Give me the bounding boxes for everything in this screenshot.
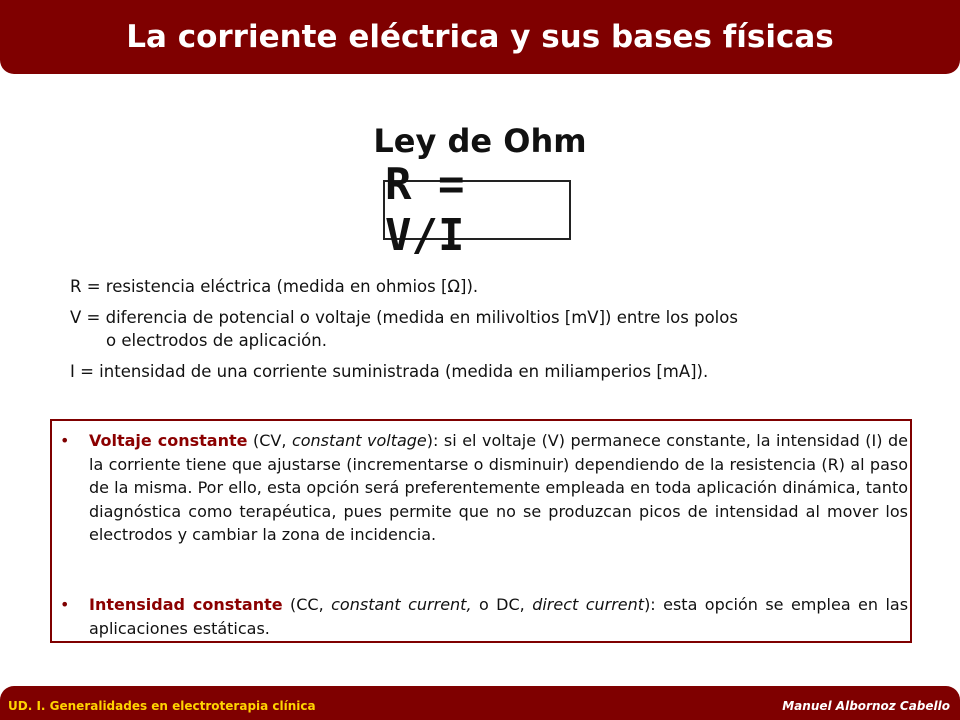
definition-current <box>70 360 830 383</box>
bullet-pre: (CC, <box>282 595 332 614</box>
definition-resistance <box>70 275 830 298</box>
bullet-constant-current <box>60 593 908 640</box>
footer-unit-label: UD. I. Generalidades en electroterapia clínica <box>8 699 316 713</box>
definition-voltage <box>70 306 830 352</box>
definition-continuation: o electrodos de aplicación. <box>106 331 327 350</box>
bullet-term: Voltaje constante <box>89 431 248 450</box>
bullet-text <box>60 593 908 640</box>
slide-title: La corriente eléctrica y sus bases físicas <box>126 19 834 55</box>
bullet-term: Intensidad constante <box>89 595 283 614</box>
bullet-dot: • <box>60 431 70 450</box>
bullet-text <box>60 429 908 547</box>
bullet-rest: ): esta opción se emplea en las aplicaciones estáticas. <box>89 595 909 638</box>
definitions-list <box>70 275 830 391</box>
definition-text: I = intensidad de una corriente suministrada (medida en miliamperios [mA]). <box>70 362 709 381</box>
bullet-term-italic-2: direct current <box>532 595 645 614</box>
bullet-constant-voltage <box>60 429 908 547</box>
bullet-mid: o DC, <box>471 595 533 614</box>
section-title: Ley de Ohm <box>373 122 587 160</box>
bullet-term-italic: constant voltage <box>291 431 427 450</box>
definition-text: V = diferencia de potencial o voltaje (medida en milivoltios [mV]) entre los polos <box>70 308 738 327</box>
footer-author: Manuel Albornoz Cabello <box>782 699 950 713</box>
bullet-pre: (CV, <box>247 431 292 450</box>
bullet-dot: • <box>60 595 70 614</box>
bullet-rest: ): si el voltaje (V) permanece constante, la intensidad (I) de la corriente tiene que ajustarse (incrementarse o disminuir) dependiendo de la resistencia (R) al paso de la misma. Por ello, esta opción será preferentemente empleada en toda aplicación dinámica, tanto diagnóstica como terapéutica, pues permite que no se produzcan picos de intensidad al mover los electrodos y cambiar la zona de incidencia. <box>89 431 908 544</box>
definition-text: R = resistencia eléctrica (medida en ohmios [Ω]). <box>70 277 479 296</box>
ohm-formula: R = V/I <box>383 180 571 240</box>
bullet-term-italic: constant current, <box>331 595 472 614</box>
bullets-box <box>50 419 912 643</box>
